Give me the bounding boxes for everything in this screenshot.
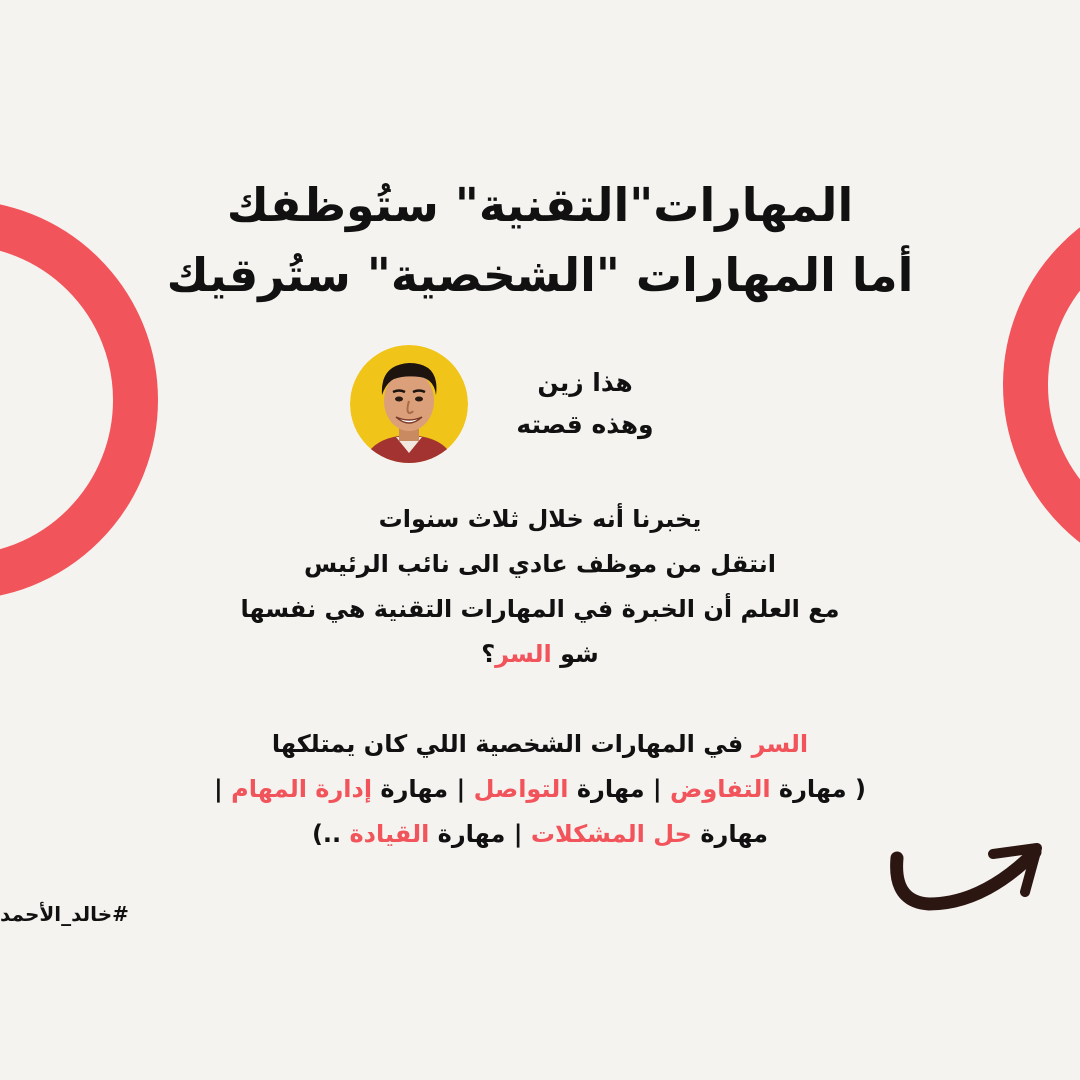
story-line-1: يخبرنا أنه خلال ثلاث سنوات <box>378 505 702 533</box>
skill-closing: ..) <box>311 820 350 848</box>
question-suffix: ؟ <box>481 640 496 668</box>
question-highlight: السر <box>495 640 552 668</box>
author-hashtag: #خالد_الأحمد <box>0 902 129 926</box>
skill-communication: التواصل <box>473 775 569 803</box>
skill-separator: | مهارة <box>568 775 671 803</box>
intro-line-1: هذا زين <box>537 368 633 397</box>
answer-line-2 <box>0 767 1080 812</box>
answer-line-1 <box>0 722 1080 767</box>
story-question <box>0 632 1080 677</box>
story-line-3: مع العلم أن الخبرة في المهارات التقنية هي نفسها <box>240 595 840 623</box>
question-prefix: شو <box>551 640 599 668</box>
skill-task-management: إدارة المهام <box>231 775 373 803</box>
avatar <box>350 345 468 463</box>
intro-line-2: وهذه قصته <box>516 410 654 439</box>
skill-problem-solving: حل المشكلات <box>530 820 692 848</box>
answer-line-1-text: في المهارات الشخصية اللي كان يمتلكها <box>271 730 752 758</box>
curved-arrow-icon <box>885 830 1055 940</box>
skill-prefix: مهارة <box>691 820 769 848</box>
headline-line-2: أما المهارات "الشخصية" ستُرقيك <box>166 248 914 302</box>
skill-prefix: ( مهارة <box>770 775 866 803</box>
skill-separator: | مهارة <box>372 775 474 803</box>
avatar-portrait <box>350 345 468 463</box>
headline-line-1: المهارات"التقنية" ستُوظفك <box>226 178 854 232</box>
skill-separator: | مهارة <box>429 820 531 848</box>
skill-separator: | <box>214 775 232 803</box>
intro-text <box>490 362 680 446</box>
answer-highlight: السر <box>751 730 809 758</box>
headline <box>0 170 1080 310</box>
story-paragraph <box>0 497 1080 677</box>
story-line-2: انتقل من موظف عادي الى نائب الرئيس <box>304 550 776 578</box>
skill-leadership: القيادة <box>349 820 430 848</box>
skill-negotiation: التفاوض <box>670 775 771 803</box>
